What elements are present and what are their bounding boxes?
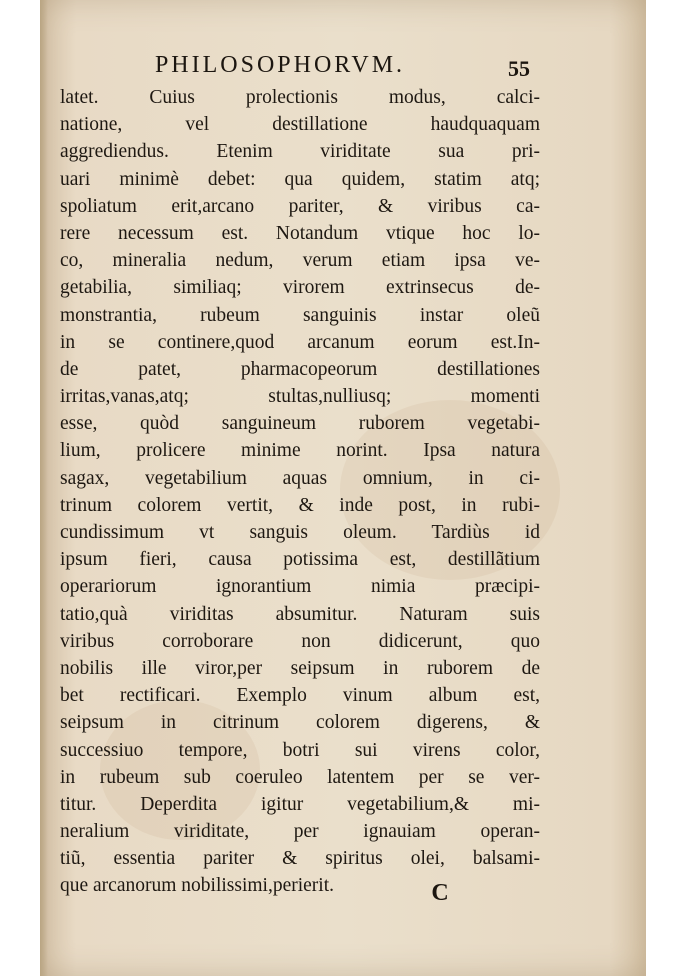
text-line: lium, prolicere minime norint. Ipsa natura [60, 440, 540, 462]
text-line: seipsum in citrinum colorem digerens, & [60, 712, 540, 734]
page-number: 55 [508, 56, 530, 81]
text-line: successiuo tempore, botri sui virens color, [60, 739, 540, 761]
body-text [60, 84, 540, 900]
text-line: tiũ, essentia pariter & spiritus olei, balsami- [60, 848, 540, 870]
text-line: natione, vel destillatione haudquaquam [60, 114, 540, 136]
text-line: operariorum ignorantium nimia præcipi- [60, 576, 540, 598]
text-line: cundissimum vt sanguis oleum. Tardiùs id [60, 522, 540, 543]
text-line: uari minimè debet: qua quidem, statim atq; [60, 168, 540, 190]
text-line: getabilia, similiaq; virorem extrinsecus de- [60, 277, 540, 299]
text-line: nobilis ille viror,per seipsum in ruborem de [60, 657, 540, 679]
text-line: viribus corroborare non didicerunt, quo [60, 630, 540, 652]
text-line: que arcanorum nobilissimi,perierit. [60, 875, 335, 897]
text-line: spoliatum erit,arcano pariter, & viribus ca- [60, 195, 540, 217]
text-line: rere necessum est. Notandum vtique hoc lo- [60, 222, 540, 244]
text-line: in se continere,quod arcanum eorum est.In- [60, 331, 540, 353]
running-head: PHILOSOPHORVM. [154, 52, 406, 78]
text-line: co, mineralia nedum, verum etiam ipsa ve- [60, 250, 540, 272]
text-line: titur. Deperdita igitur vegetabilium,& mi- [60, 793, 540, 815]
text-line: aggrediendus. Etenim viriditate sua pri- [60, 141, 540, 163]
text-line: tatio,quà viriditas absumitur. Naturam suis [60, 603, 540, 625]
text-line: bet rectificari. Exemplo vinum album est, [60, 685, 540, 707]
text-line: irritas,vanas,atq; stultas,nulliusq; momenti [60, 386, 540, 408]
text-line: ipsum fieri, causa potissima est, destillãtium [60, 549, 540, 571]
text-line: latet. Cuius prolectionis modus, calci- [60, 87, 540, 108]
text-line: sagax, vegetabilium aquas omnium, in ci- [60, 467, 540, 489]
text-line: neralium viriditate, per ignauiam operan- [60, 821, 540, 843]
text-line: esse, quòd sanguineum ruborem vegetabi- [60, 413, 540, 435]
text-line: de patet, pharmacopeorum destillationes [60, 358, 540, 380]
catchword: C [431, 880, 449, 906]
text-line: trinum colorem vertit, & inde post, in rubi- [60, 494, 540, 516]
text-line: in rubeum sub coeruleo latentem per se ver- [60, 766, 540, 788]
text-line: monstrantia, rubeum sanguinis instar oleũ [60, 304, 540, 326]
